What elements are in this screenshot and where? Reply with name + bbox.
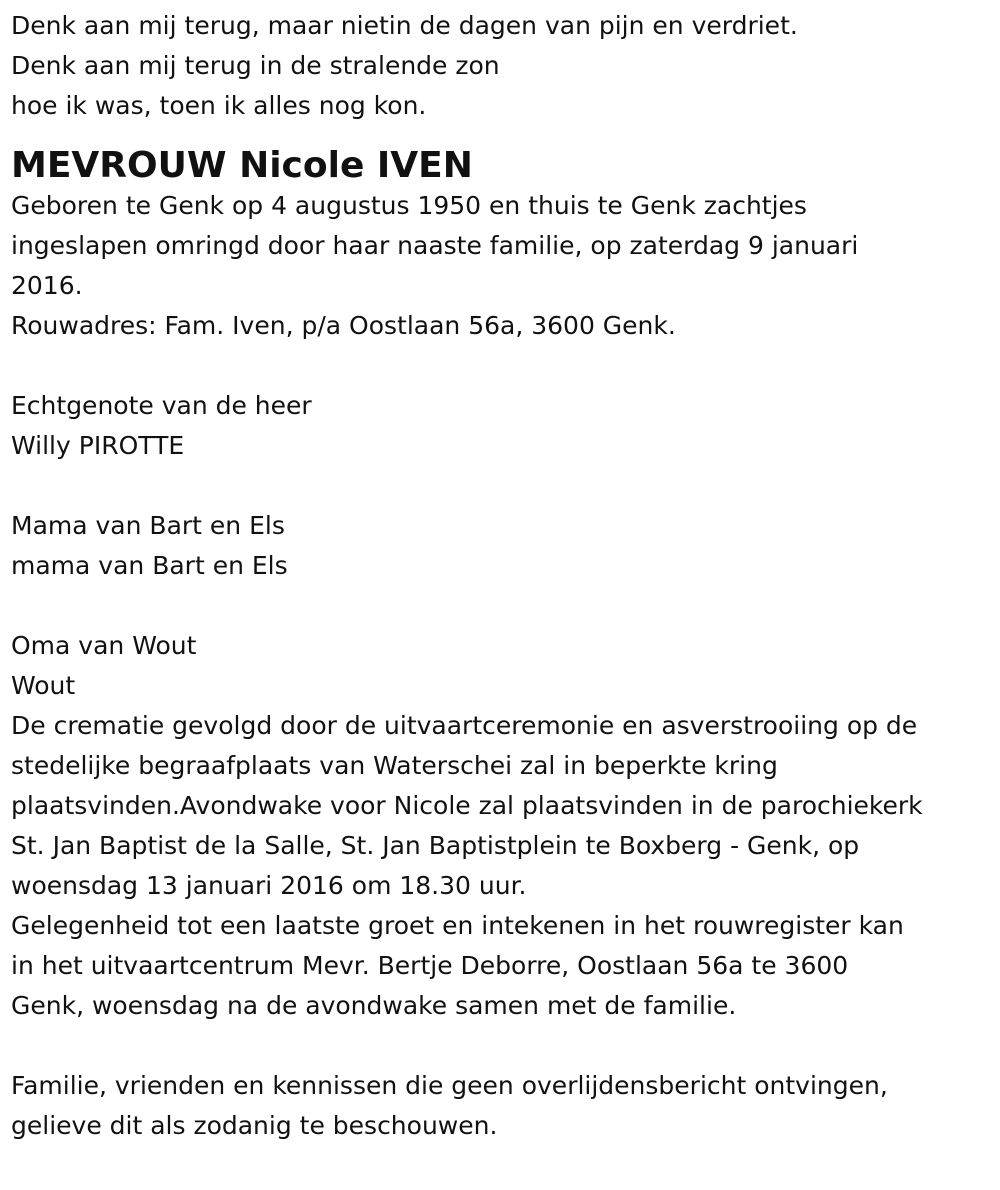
- mother-line: Mama van Bart en Els: [11, 511, 285, 540]
- ceremony-section: [11, 706, 991, 1026]
- spacer: [11, 1026, 991, 1066]
- spouse-name: Willy PIROTTE: [11, 431, 185, 460]
- birth-line: ingeslapen omringd door haar naaste familie, op zaterdag 9 januari: [11, 231, 859, 260]
- grandmother-line: Oma van Wout: [11, 631, 197, 660]
- poem-line: Denk aan mij terug, maar nietin de dagen van pijn en verdriet.: [11, 11, 798, 40]
- page-title: MEVROUW Nicole IVEN: [11, 145, 473, 186]
- mother-line: mama van Bart en Els: [11, 551, 288, 580]
- ceremony-line: St. Jan Baptist de la Salle, St. Jan Baptistplein te Boxberg - Genk, op: [11, 831, 860, 860]
- spacer: [11, 586, 991, 626]
- closing-line: gelieve dit als zodanig te beschouwen.: [11, 1111, 498, 1140]
- closing-line: Familie, vrienden en kennissen die geen overlijdensbericht ontvingen,: [11, 1071, 888, 1100]
- mother-section: [11, 506, 991, 586]
- spacer: [11, 466, 991, 506]
- ceremony-line: stedelijke begraafplaats van Waterschei zal in beperkte kring: [11, 751, 778, 780]
- spacer: [11, 346, 991, 386]
- grandmother-section: [11, 626, 991, 706]
- closing-section: [11, 1066, 991, 1146]
- mourning-address: Rouwadres: Fam. Iven, p/a Oostlaan 56a, 3600 Genk.: [11, 311, 676, 340]
- obituary-document: [11, 6, 991, 1146]
- ceremony-line: plaatsvinden.Avondwake voor Nicole zal plaatsvinden in de parochiekerk: [11, 791, 923, 820]
- ceremony-line: in het uitvaartcentrum Mevr. Bertje Deborre, Oostlaan 56a te 3600: [11, 951, 849, 980]
- spouse-line: Echtgenote van de heer: [11, 391, 312, 420]
- poem: [11, 6, 991, 126]
- poem-line: hoe ik was, toen ik alles nog kon.: [11, 91, 427, 120]
- birth-line: Geboren te Genk op 4 augustus 1950 en thuis te Genk zachtjes: [11, 191, 807, 220]
- poem-line: Denk aan mij terug in de stralende zon: [11, 51, 500, 80]
- grandmother-line: Wout: [11, 671, 76, 700]
- spouse-section: [11, 386, 991, 466]
- birth-line: 2016.: [11, 271, 83, 300]
- ceremony-line: Gelegenheid tot een laatste groet en intekenen in het rouwregister kan: [11, 911, 904, 940]
- birth-section: [11, 186, 991, 346]
- ceremony-line: Genk, woensdag na de avondwake samen met de familie.: [11, 991, 737, 1020]
- ceremony-line: woensdag 13 januari 2016 om 18.30 uur.: [11, 871, 527, 900]
- ceremony-line: De crematie gevolgd door de uitvaartceremonie en asverstrooiing op de: [11, 711, 918, 740]
